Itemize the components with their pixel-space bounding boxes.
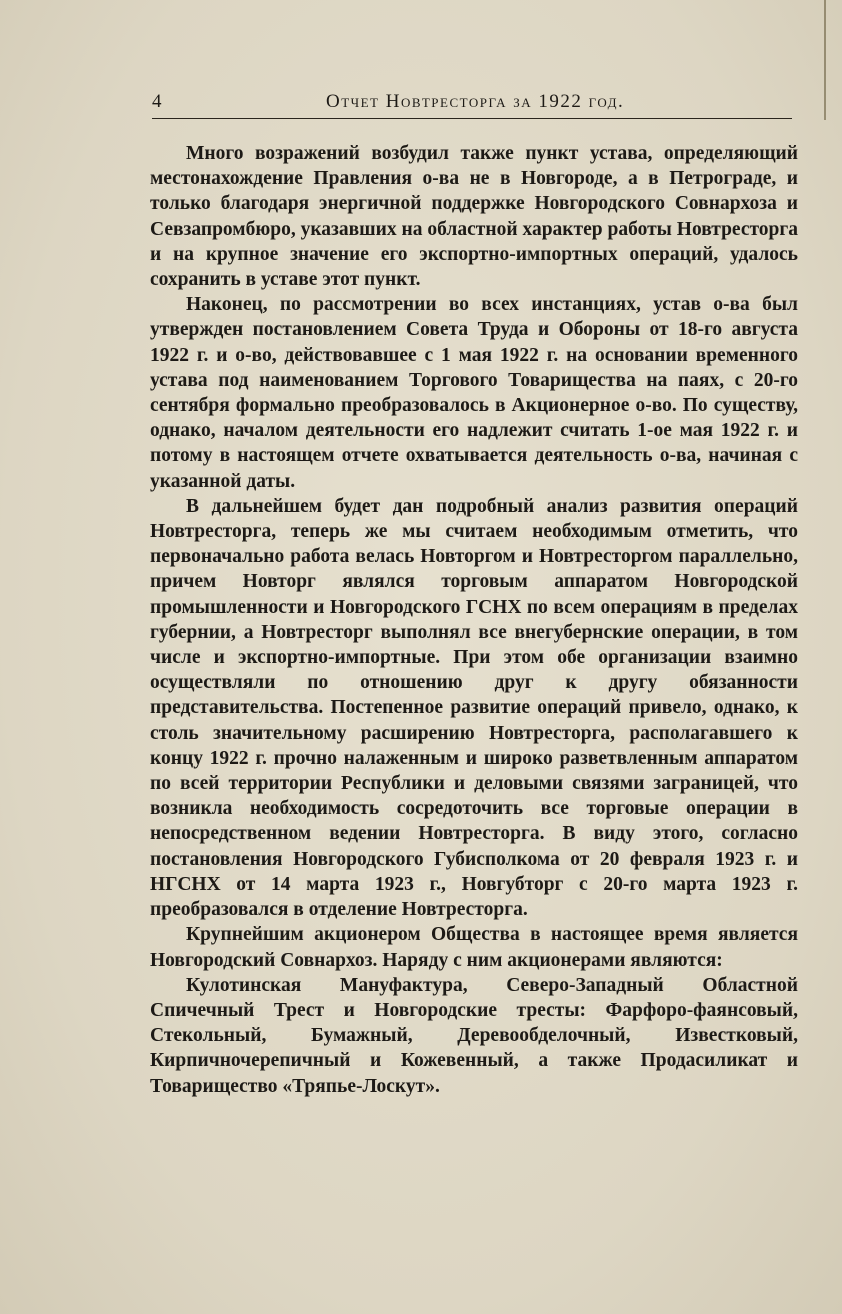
paragraph: Крупнейшим акционером Общества в настоящее время является Новгородский Совнархоз. Наряду с ним акционерами являются: <box>150 924 798 971</box>
paragraph: Наконец, по рассмотрении во всех инстанциях, устав о-ва был утвержден постановлением Совета Труда и Обороны от 18-го августа 1922 г. и о-во, действовавшее с 1 мая 1922 г. на основании временного устава под наименованием Торгового Товарищества на паях, с 20-го сентября формально преобразовалось в Акционерное о-во. По существу, однако, началом деятельности его надлежит считать 1-ое мая 1922 г. и потому в настоящем отчете охватывается деятельность о-ва, начиная с указанной даты. <box>150 294 798 492</box>
running-title: Отчет Новтресторга за 1922 год. <box>326 91 625 112</box>
page-number: 4 <box>152 91 163 112</box>
paragraph: В дальнейшем будет дан подробный анализ развития операций Новтресторга, теперь же мы считаем необходимым отметить, что первоначально работа велась Новторгом и Новтресторгом параллельно, причем Новторг являлся торговым аппаратом Новгородской промышленности и Новгородского ГСНХ по всем операциям в пределах губернии, а Новтресторг выполнял все внегубернские операции, в том числе и экспортно-импортные. При этом обе организации взаимно осуществляли по отношению друг к другу обязанности представительства. Постепенное развитие операций привело, однако, к столь значительному расширению Новтресторга, располагавшего к концу 1922 г. прочно налаженным и широко разветвленным аппаратом по всей территории Республики и деловыми связями заграницей, что возникла необходимость сосредоточить все торговые операции в непосредственном ведении Новтресторга. В виду этого, согласно постановления Новгородского Губисполкома от 20 февраля 1923 г. и НГСНХ от 14 марта 1923 г., Новгубторг с 20-го марта 1923 г. преобразовался в отделение Новтресторга. <box>150 495 798 921</box>
page-header <box>152 91 792 117</box>
page-edge-mark <box>810 0 826 120</box>
paragraph: Много возражений возбудил также пункт устава, определяющий местонахождение Правления о-ва не в Новгороде, а в Петрограде, и только благодаря энергичной поддержке Новгородского Совнархоза и Севзапромбюро, указавших на областной характер работы Новтресторга и на крупное значение его экспортно-импортных операций, удалось сохранить в уставе этот пункт. <box>150 143 798 291</box>
body-text <box>150 141 798 1099</box>
paragraph: Кулотинская Мануфактура, Северо-Западный Областной Спичечный Трест и Новгородские тресты: Фарфоро-фаянсовый, Стекольный, Бумажный, Деревообделочный, Известковый, Кирпичночерепичный и Кожевенный, а также Продасиликат и Товарищество «Тряпье-Лоскут». <box>150 974 798 1097</box>
header-rule <box>152 118 792 119</box>
